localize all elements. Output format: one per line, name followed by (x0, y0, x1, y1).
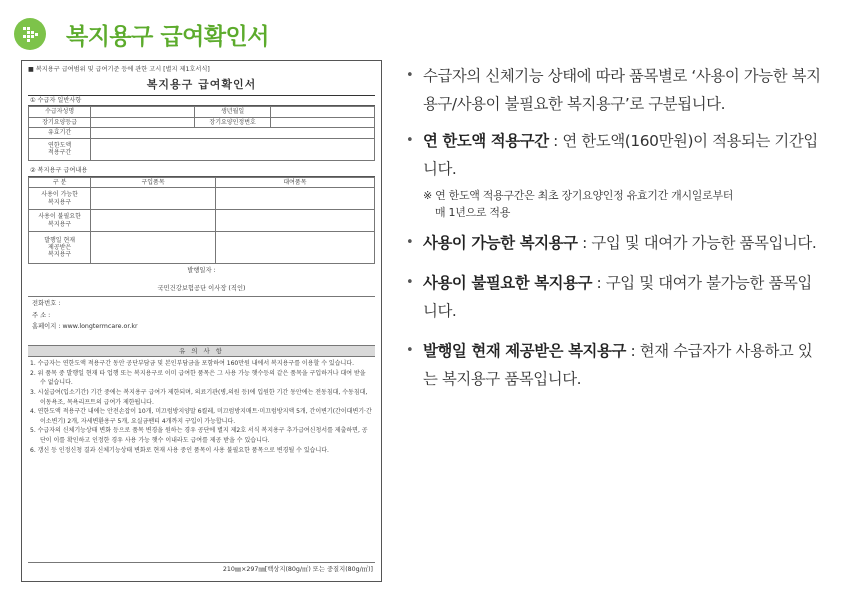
cell-line: 복지용구 (48, 220, 72, 228)
page-header (14, 17, 269, 51)
table-header-cell: 구입품목 (91, 177, 216, 188)
cell-line: 복지용구 (48, 251, 72, 259)
divider (28, 562, 375, 563)
cell-line: 사용이 가능한 (41, 191, 78, 199)
table-cell (29, 138, 91, 160)
table-header-cell: 구 분 (29, 177, 91, 188)
table-cell (215, 188, 374, 210)
bullet-term: 사용이 불필요한 복지용구 (423, 274, 593, 292)
table-row (29, 128, 375, 139)
table-cell: 장기요양인정번호 (195, 117, 271, 128)
benefit-confirmation-form (21, 60, 382, 582)
table-row (29, 188, 375, 210)
issuer: 국민건강보험공단 이사장 (직인) (157, 284, 246, 292)
form-header-line: ■ 복지용구 급여범위 및 급여기준 등에 관한 고시 [별지 제1호서식] (28, 66, 210, 73)
bullet-text: : 연 한도액(160만원)이 적용되는 기간입니다. (423, 132, 818, 178)
table-cell (91, 138, 375, 160)
table-cell (271, 117, 375, 128)
bullet-text: : 구입 및 대여가 불가능한 품목입니다. (423, 274, 812, 320)
table-cell (91, 107, 195, 118)
section2-label: ② 복지용구 급여내용 (28, 166, 375, 177)
table-cell: 장기요양등급 (29, 117, 91, 128)
table-cell (215, 232, 374, 264)
cell-line: 발행일 현재 (44, 236, 76, 244)
table-cell (215, 210, 374, 232)
bullet-text: 수급자의 신체기능 상태에 따라 품목별로 ‘사용이 가능한 복지용구/사용이 불필요한 복지용구’로 구분됩니다. (423, 67, 821, 113)
benefit-content-table (28, 177, 375, 265)
footnote (406, 187, 826, 221)
table-row (29, 138, 375, 160)
table-cell (91, 210, 216, 232)
table-header-cell: 대여품목 (215, 177, 374, 188)
cell-line: 제공받은 (48, 243, 72, 251)
table-row (29, 232, 375, 264)
cell-line: 복지용구 (48, 198, 72, 206)
notice-heading: 유 의 사 항 (28, 345, 375, 357)
bullet-text: : 현재 수급자가 사용하고 있는 복지용구 품목입니다. (423, 342, 813, 388)
cell-line: 적용구간 (48, 149, 72, 157)
table-header-row (29, 177, 375, 188)
homepage-line: 홈페이지 : www.longtermcare.or.kr (32, 323, 138, 331)
footnote-line: 매 1년으로 적용 (435, 206, 511, 219)
notice-item: 6. 갱신 등 인정신청 결과 신체기능상태 변화로 현재 사용 중인 품목이 사용 불필요한 품목으로 변경될 수 있습니다. (30, 446, 329, 454)
notice-item: 2. 위 품목 중 발행일 현재 타 업행 또는 복지용구로 이미 급여한 품목은 그 사용 가능 햇수등의 같은 품목을 구입하거나 대여 받을 수 없습니다. (30, 369, 366, 387)
bullet-item (406, 62, 826, 118)
notice-item: 3. 시설급여(입소기간) 기간 중에는 복지용구 급여가 제한되며, 의료기관(병,의원 등)에 입원한 기간 동안에는 전동침대, 수동침대, 이동욕조, 목욕리프트의 급여가 제한됩니다. (30, 389, 368, 406)
section1-label: ① 수급자 일반사항 (28, 96, 375, 107)
notice-item: 5. 수급자의 신체기능상태 변화 등으로 품목 변경을 원하는 경우 공단에 별지 제2호 서식 복지용구 추가급여신청서를 제출하면, 공단이 이를 확인하고 인정한 경우 사용 가능 햇수 이내라도 급여를 제공 받을 수 있습니다. (30, 427, 368, 445)
bullet-term: 사용이 가능한 복지용구 (423, 234, 578, 252)
phone-line: 전화번호 : (32, 299, 61, 307)
bullet-text: : 구입 및 대여가 가능한 품목입니다. (577, 234, 817, 252)
bullet-item (406, 269, 826, 325)
form-footer: 210㎜×297㎜[백상지(80g/㎡) 또는 중질지(80g/㎡)] (222, 566, 373, 574)
table-cell (29, 188, 91, 210)
divider (28, 296, 375, 297)
bullet-item (406, 127, 826, 183)
table-cell: 생년월일 (195, 107, 271, 118)
page-title: 복지용구 급여확인서 (66, 23, 269, 50)
table-cell (91, 117, 195, 128)
table-cell (91, 188, 216, 210)
table-cell (91, 128, 375, 139)
table-row (29, 117, 375, 128)
table-cell (271, 107, 375, 118)
bullet-term: 발행일 현재 제공받은 복지용구 (423, 342, 626, 360)
issue-date: 발행일자 : (187, 267, 216, 274)
cell-line: 연한도액 (48, 142, 72, 150)
table-cell: 유효기간 (29, 128, 91, 139)
table-row (29, 210, 375, 232)
bullet-item (406, 229, 826, 257)
address-line: 주 소 : (32, 311, 51, 319)
table-cell (29, 210, 91, 232)
bullet-term: 연 한도액 적용구간 (423, 132, 549, 150)
explanation-list (406, 62, 826, 393)
notice-item: 4. 연한도액 적용구간 내에는 안전손잡이 10개, 미끄럼방지양말 6켤레, 미끄럼방지매트·미끄럼방지액 5개, 간이변기(간이대변기·간이소변기) 2개, 자세변환용구 5개, 요실금팬티 4개까지 구입이 가능합니다. (30, 408, 372, 425)
table-cell (29, 232, 91, 264)
footnote-line: ※ 연 한도액 적용구간은 최초 장기요양인정 유효기간 개시일로부터 (423, 189, 734, 202)
form-title: 복지용구 급여확인서 (28, 78, 375, 96)
notice-item: 1. 수급자는 연한도액 적용구간 동안 공단부담금 및 본인부담금을 포함하여 160만원 내에서 복지용구를 이용할 수 있습니다. (30, 360, 354, 368)
cell-line: 사용이 불필요한 (38, 213, 81, 221)
table-cell (91, 232, 216, 264)
arrow-dots-icon (14, 18, 46, 50)
recipient-info-table (28, 106, 375, 161)
bullet-item (406, 337, 826, 393)
table-cell: 수급자성명 (29, 107, 91, 118)
table-row (29, 107, 375, 118)
notice-list (28, 357, 375, 455)
